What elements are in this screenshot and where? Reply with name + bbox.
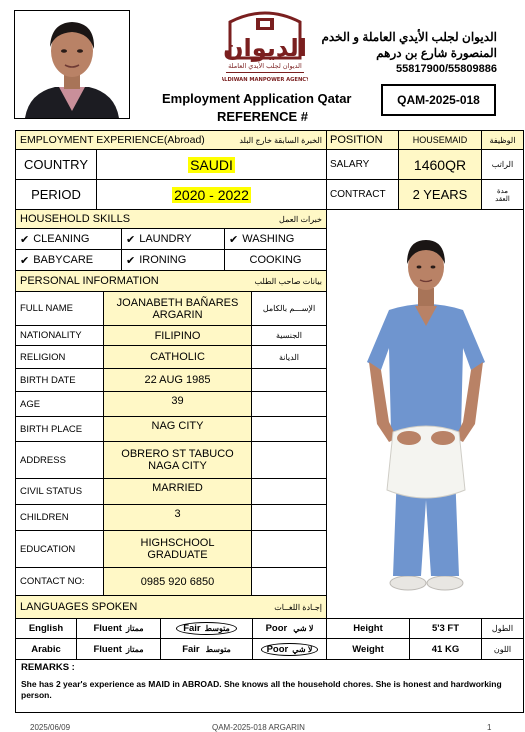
experience-label: EMPLOYMENT EXPERIENCE(Abroad)	[20, 134, 205, 146]
education-value-cell	[103, 530, 252, 568]
personal-label: PERSONAL INFORMATION	[20, 275, 159, 287]
civil-status-value: MARRIED	[152, 482, 203, 494]
full-name-label: FULL NAME	[20, 303, 73, 314]
applicant-headshot	[14, 10, 130, 119]
skill-cooking	[224, 249, 327, 271]
reference-code-box	[381, 84, 496, 116]
footer-file: QAM-2025-018 ARGARIN	[212, 723, 305, 732]
logo-text: الديوان	[223, 34, 307, 62]
english-fluent: Fluent	[93, 623, 122, 634]
experience-header	[15, 130, 327, 150]
nationality-label-ar: الجنسية	[275, 331, 303, 340]
children-ar-cell	[251, 504, 327, 531]
english-poor-cell	[252, 618, 327, 639]
skill-ironing-label: IRONING	[139, 254, 187, 266]
age-label-cell	[15, 391, 104, 417]
nationality-value-cell	[103, 325, 252, 346]
contact-value: 0985 920 6850	[140, 575, 215, 588]
weight-label-ar: اللون	[493, 644, 512, 654]
address-label: ADDRESS	[20, 454, 66, 466]
contact-ar-cell	[251, 567, 327, 596]
position-label-cell	[326, 130, 399, 150]
position-ar-cell	[481, 130, 524, 150]
english-fluent-ar: ممتاز	[125, 624, 144, 633]
reference-label: REFERENCE #	[217, 109, 309, 124]
age-label: AGE	[20, 398, 41, 410]
period-label-cell	[15, 179, 97, 210]
weight-label: Weight	[352, 643, 384, 655]
education-line-2: GRADUATE	[147, 549, 208, 561]
skill-ironing	[121, 249, 225, 271]
applicant-full-body-photo	[326, 209, 524, 619]
education-label: EDUCATION	[20, 543, 76, 555]
contract-label-cell	[326, 179, 399, 210]
footer-page: 1	[487, 723, 492, 732]
height-value: 5'3 FT	[431, 623, 460, 634]
children-value-cell	[103, 504, 252, 531]
skill-cleaning-label: CLEANING	[33, 233, 90, 245]
weight-label-cell	[326, 638, 410, 660]
check-icon: ✔	[20, 233, 30, 246]
weight-value-cell	[409, 638, 482, 660]
skills-label-ar: خبرات العمل	[279, 214, 322, 224]
contact-label: CONTACT NO:	[20, 576, 85, 587]
education-line-1: HIGHSCHOOL	[140, 537, 215, 549]
arabic-poor-ar: لا شي	[292, 644, 313, 654]
full-name-value-cell	[103, 291, 252, 326]
height-value-cell	[409, 618, 482, 639]
arabic-fair-cell	[160, 638, 253, 660]
religion-value: CATHOLIC	[150, 351, 205, 363]
education-ar-cell	[251, 530, 327, 568]
contact-value-cell	[103, 567, 252, 596]
birth-place-value-cell	[103, 416, 252, 442]
height-ar-cell	[481, 618, 524, 639]
personal-label-ar: بيانات صاحب الطلب	[254, 276, 322, 286]
arabic-fluent-ar: ممتاز	[125, 644, 144, 654]
period-value-cell	[96, 179, 327, 210]
religion-label-ar: الديانة	[278, 352, 300, 362]
salary-ar-cell	[481, 149, 524, 180]
weight-ar-cell	[481, 638, 524, 660]
salary-label-cell	[326, 149, 399, 180]
civil-status-ar-cell	[251, 478, 327, 505]
age-value-cell	[103, 391, 252, 417]
agency-name-ar-1: الديوان لجلب الأيدي العاملة و الخدم	[321, 30, 497, 44]
languages-label-ar: إجـادة اللغــات	[274, 602, 322, 612]
remarks-text: She has 2 year's experience as MAID in ABROAD. She knows all the household chores. She is honest and hardworking person.	[21, 679, 502, 700]
logo-subtitle-ar: الديوان لجلب الأيدي العاملة	[228, 62, 302, 70]
nationality-label-cell	[15, 325, 104, 346]
salary-value: 1460QR	[413, 156, 467, 173]
birth-date-value: 22 AUG 1985	[144, 374, 211, 386]
logo-subtitle-en: ALDIWAN MANPOWER AGENCY	[222, 77, 308, 83]
arabic-fluent-cell	[76, 638, 161, 660]
age-value: 39	[171, 395, 184, 407]
arabic-poor-cell	[252, 638, 327, 660]
nationality-ar-cell	[251, 325, 327, 346]
skill-laundry-label: LAUNDRY	[139, 233, 192, 245]
address-ar-cell	[251, 441, 327, 479]
children-label: CHILDREN	[20, 512, 69, 523]
position-value-cell	[398, 130, 482, 150]
skills-label: HOUSEHOLD SKILLS	[20, 213, 131, 225]
lang-english-cell	[15, 618, 77, 639]
lang-arabic-cell	[15, 638, 77, 660]
civil-status-label: CIVIL STATUS	[20, 486, 83, 497]
agency-logo	[222, 8, 308, 86]
position-label-ar: الوظيفة	[489, 135, 516, 145]
check-icon: ✔	[126, 233, 136, 246]
english-fair-cell	[160, 618, 253, 639]
birth-date-ar-cell	[251, 368, 327, 392]
experience-label-ar: الخبرة السابقة خارج البلد	[239, 135, 322, 145]
position-value: HOUSEMAID	[412, 135, 468, 145]
languages-label: LANGUAGES SPOKEN	[20, 601, 138, 613]
religion-value-cell	[103, 345, 252, 369]
english-fair-selected	[176, 622, 237, 635]
arabic-fair: Fair	[182, 643, 200, 655]
contract-value: 2 YEARS	[412, 187, 468, 202]
check-icon: ✔	[126, 254, 136, 267]
salary-value-cell	[398, 149, 482, 180]
lang-english: English	[28, 623, 64, 634]
skills-header	[15, 209, 327, 229]
check-icon: ✔	[229, 233, 239, 246]
reference-code: QAM-2025-018	[397, 93, 480, 107]
country-label-cell	[15, 149, 97, 180]
birth-place-ar-cell	[251, 416, 327, 442]
english-poor: Poor	[265, 623, 288, 634]
children-label-cell	[15, 504, 104, 531]
arabic-fair-ar: متوسط	[205, 644, 231, 654]
address-value-cell	[103, 441, 252, 479]
remarks-box	[15, 659, 524, 713]
contract-value-cell	[398, 179, 482, 210]
languages-header	[15, 595, 327, 619]
birth-place-label: BIRTH PLACE	[20, 423, 83, 435]
education-label-cell	[15, 530, 104, 568]
contract-ar-cell	[481, 179, 524, 210]
address-line-1: OBRERO ST TABUCO	[121, 448, 234, 460]
skill-cleaning	[15, 228, 122, 250]
footer-date: 2025/06/09	[30, 723, 71, 732]
height-label: Height	[353, 623, 383, 634]
religion-label-cell	[15, 345, 104, 369]
full-name-line-2: ARGARIN	[152, 308, 203, 321]
full-name-ar-cell	[251, 291, 327, 326]
arabic-poor: Poor	[266, 643, 289, 655]
position-label: POSITION	[330, 134, 383, 146]
children-value: 3	[174, 508, 181, 520]
agency-phones: 55817900/55809886	[396, 63, 497, 75]
religion-ar-cell	[251, 345, 327, 369]
period-value: 2020 - 2022	[174, 186, 249, 203]
civil-status-value-cell	[103, 478, 252, 505]
lang-arabic: Arabic	[31, 643, 61, 655]
birth-date-label-cell	[15, 368, 104, 392]
age-ar-cell	[251, 391, 327, 417]
english-fair: Fair	[183, 623, 201, 634]
birth-place-label-cell	[15, 416, 104, 442]
full-name-label-cell	[15, 291, 104, 326]
skill-washing-label: WASHING	[242, 233, 295, 245]
country-value-cell	[96, 149, 327, 180]
salary-label-ar: الراتب	[491, 160, 514, 169]
personal-header	[15, 270, 327, 292]
english-fair-ar: متوسط	[204, 624, 230, 633]
form-table	[15, 130, 524, 713]
contact-label-cell	[15, 567, 104, 596]
religion-label: RELIGION	[20, 351, 66, 363]
skill-laundry	[121, 228, 225, 250]
contract-label: CONTRACT	[330, 189, 386, 200]
contract-label-ar-1: مدة	[496, 187, 509, 195]
remarks-label: REMARKS :	[21, 662, 75, 673]
english-poor-ar: لا شي	[293, 624, 314, 633]
nationality-label: NATIONALITY	[20, 330, 82, 341]
agency-name-ar-2: المنصورة شارع بن درهم	[376, 46, 497, 60]
height-label-cell	[326, 618, 410, 639]
address-label-cell	[15, 441, 104, 479]
birth-place-value: NAG CITY	[151, 420, 204, 432]
document-title: Employment Application Qatar	[162, 91, 352, 106]
skill-babycare	[15, 249, 122, 271]
country-label: COUNTRY	[23, 157, 89, 172]
contract-label-ar-2: العقد	[495, 195, 510, 203]
full-name-label-ar: الإســـم بالكامل	[262, 304, 316, 313]
english-fluent-cell	[76, 618, 161, 639]
address-line-2: NAGA CITY	[148, 460, 207, 472]
skill-washing	[224, 228, 327, 250]
arabic-poor-selected	[261, 643, 319, 656]
skill-babycare-label: BABYCARE	[33, 254, 94, 266]
height-label-ar: الطول	[491, 624, 514, 633]
salary-label: SALARY	[330, 159, 370, 170]
birth-date-label: BIRTH DATE	[20, 374, 76, 386]
check-icon: ✔	[20, 254, 30, 267]
skill-cooking-label: COOKING	[249, 254, 302, 266]
weight-value: 41 KG	[431, 643, 460, 655]
nationality-value: FILIPINO	[154, 329, 201, 342]
birth-date-value-cell	[103, 368, 252, 392]
arabic-fluent: Fluent	[93, 643, 122, 655]
full-name-line-1: JOANABETH BAÑARES	[116, 296, 239, 309]
country-value: SAUDI	[190, 156, 233, 173]
civil-status-label-cell	[15, 478, 104, 505]
period-label: PERIOD	[31, 187, 81, 202]
